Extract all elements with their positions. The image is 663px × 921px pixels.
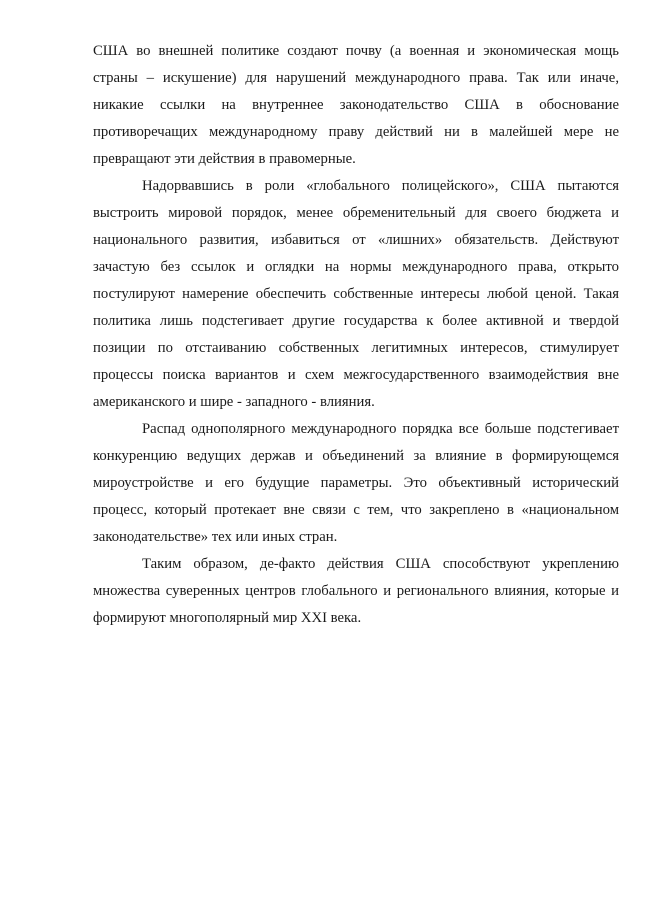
paragraph-continuation: США во внешней политике создают почву (а военная и экономическая мощь страны – искушение) для нарушений международного права. Так или иначе, никакие ссылки на внутреннее законодательство США в обоснование противоречащих международному праву действий ни в малейшей мере не превращают эти действия в правомерные. [93,43,619,167]
paragraph-unipolar-collapse: Распад однополярного международного порядка все больше подстегивает конкуренцию ведущих держав и объединений за влияние в формирующемся мироустройстве и его будущие параметры. Это объективный исторический процесс, который протекает вне связи с тем, что закреплено в «национальном законодательстве» тех или иных стран. [93,421,619,545]
paragraph-conclusion: Таким образом, де-факто действия США способствуют укреплению множества суверенных центров глобального и регионального влияния, которые и формируют многополярный мир XXI века. [93,556,619,626]
paragraph-global-policeman: Надорвавшись в роли «глобального полицейского», США пытаются выстроить мировой порядок, менее обременительный для своего бюджета и национального развития, избавиться от «лишних» обязательств. Действуют зачастую без ссылок и оглядки на нормы международного права, открыто постулируют намерение обеспечить собственные интересы любой ценой. Такая политика лишь подстегивает другие государства к более активной и твердой позиции по отстаиванию собственных легитимных интересов, стимулирует процессы поиска вариантов и схем межгосударственного взаимодействия вне американского и шире - западного - влияния. [93,178,619,410]
document-page [93,38,619,632]
